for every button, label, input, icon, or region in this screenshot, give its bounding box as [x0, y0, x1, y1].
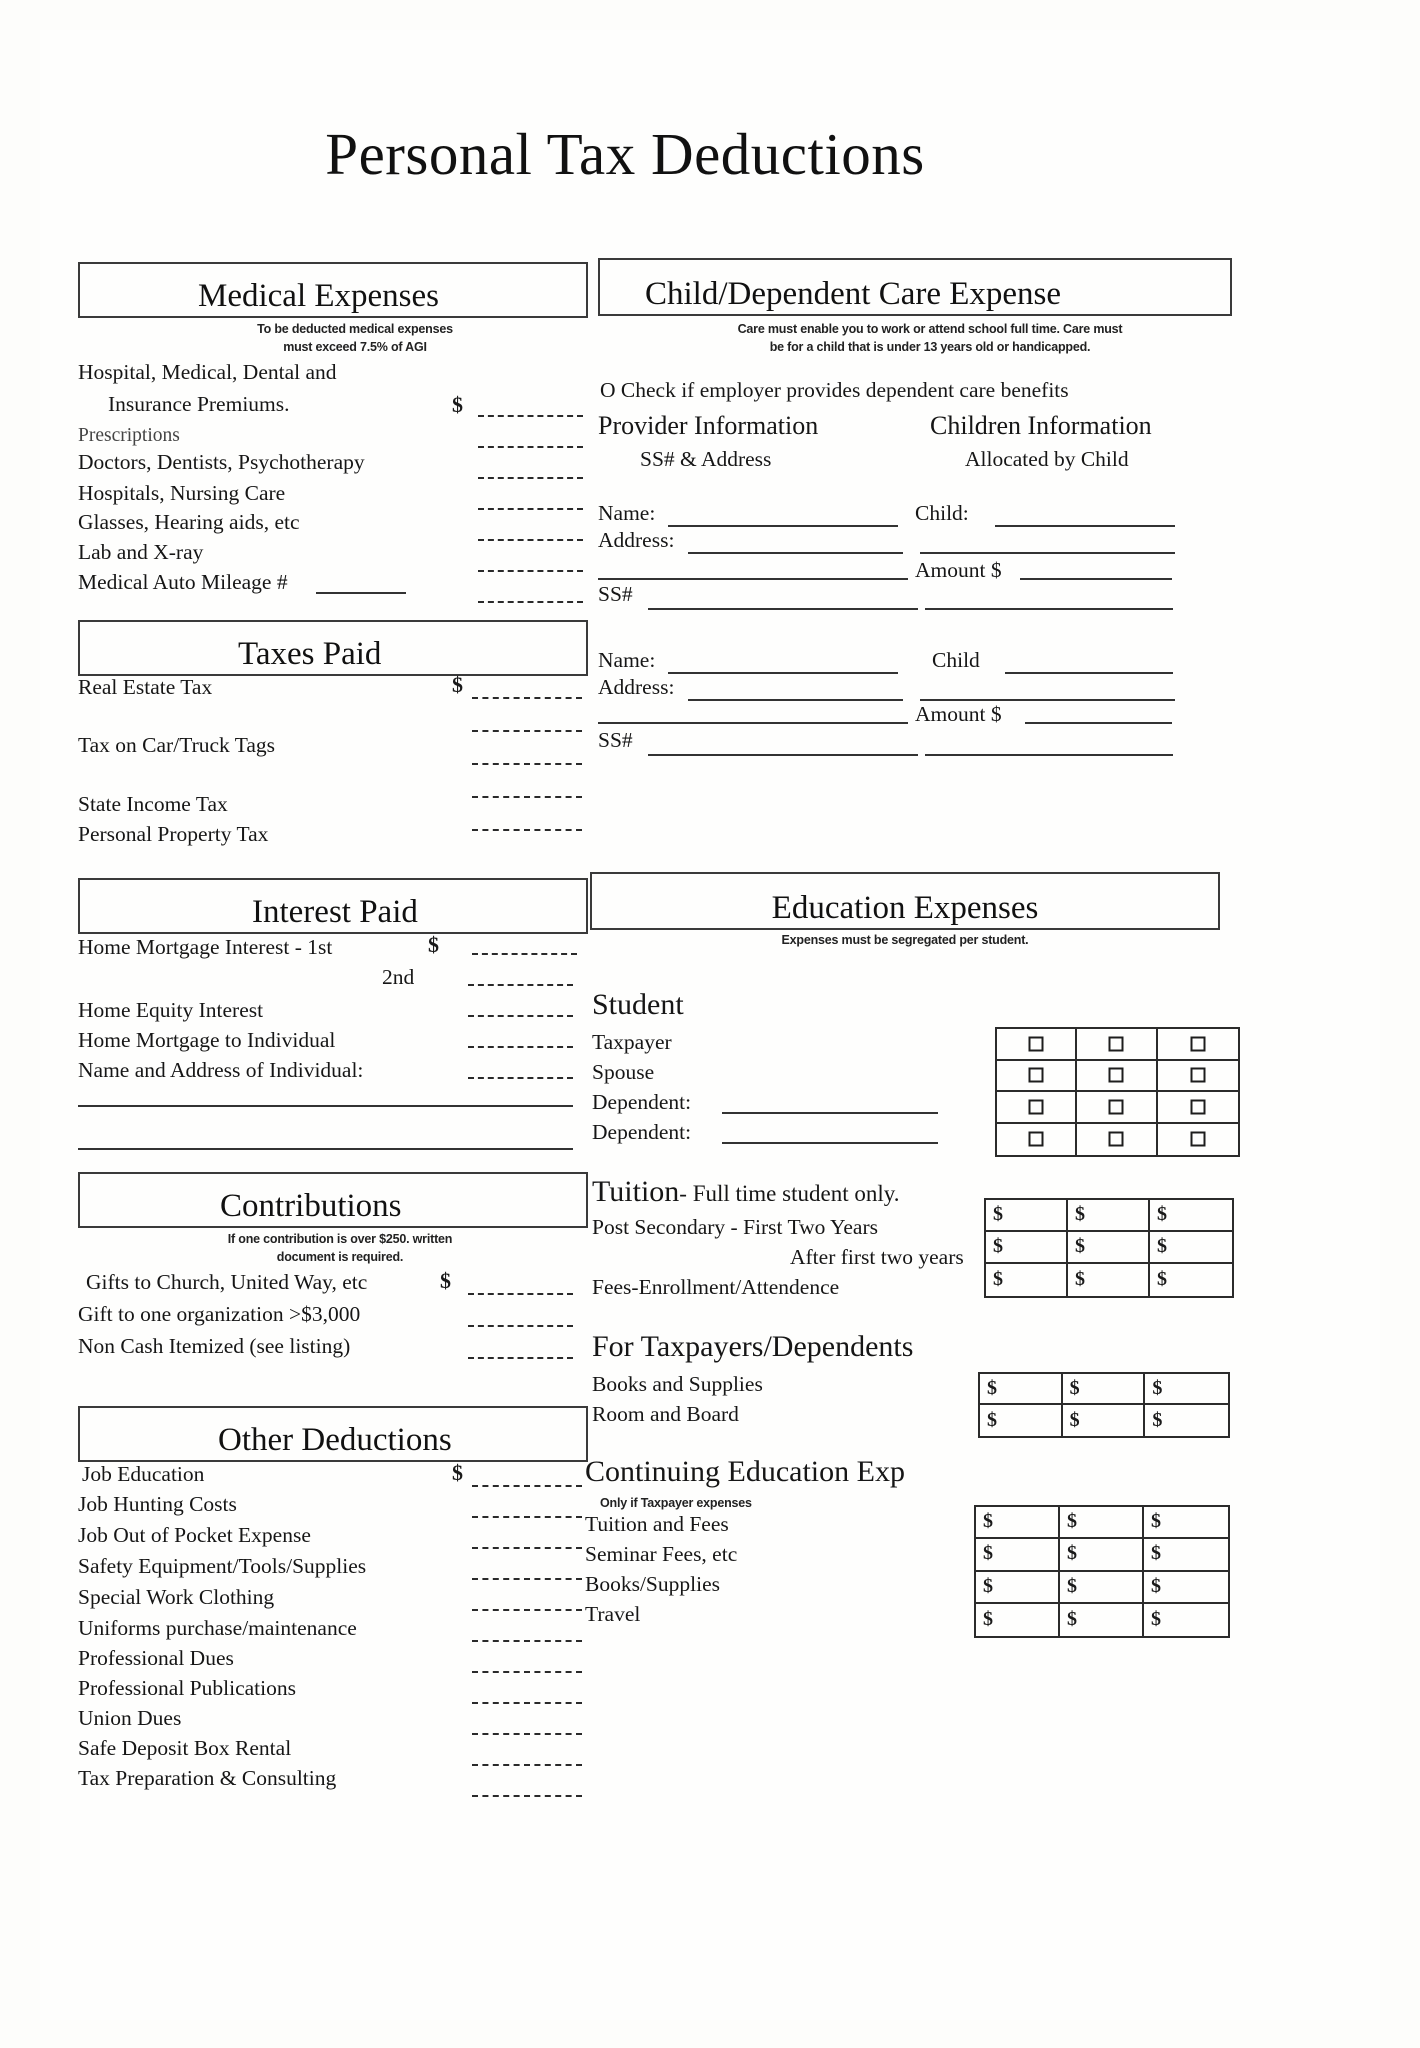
other-deductions-item-2: Job Out of Pocket Expense	[78, 1523, 311, 1547]
child-care-entry-0-name-field[interactable]	[668, 525, 898, 527]
interest-paid-amount-blank-2[interactable]	[468, 1012, 573, 1017]
child-care-entry-1-ss-label: SS#	[598, 728, 633, 752]
interest-paid-amount-blank-1[interactable]	[468, 981, 573, 986]
cash-symbol: $	[993, 1203, 1003, 1226]
child-care-entry-0-address-field-2[interactable]	[598, 578, 908, 580]
medical-item-3: Doctors, Dentists, Psychotherapy	[78, 450, 365, 474]
cash-symbol: $	[1152, 1408, 1163, 1431]
medical-item-7: Medical Auto Mileage #	[78, 570, 288, 594]
education-fineprint: Expenses must be segregated per student.	[781, 933, 1029, 947]
child-care-entry-0-ss-label: SS#	[598, 582, 633, 606]
taxes-paid-item-1: Tax on Car/Truck Tags	[78, 733, 276, 757]
child-care-employer-check-option[interactable]: O Check if employer provides dependent care benefits	[600, 378, 1069, 402]
medical-amount-blank-1[interactable]	[478, 443, 583, 448]
other-deductions-amount-blank-0[interactable]	[472, 1482, 582, 1487]
other-deductions-item-10: Tax Preparation & Consulting	[78, 1766, 337, 1790]
medical-amount-blank-4[interactable]	[478, 536, 583, 541]
education-tuition-heading-row	[592, 1175, 899, 1209]
contributions-fineprint-line1: If one contribution is over $250. written	[227, 1232, 453, 1246]
amount-cell[interactable]	[1060, 1604, 1144, 1636]
checkbox-cell[interactable]	[997, 1061, 1077, 1093]
contributions-item-2: Non Cash Itemized (see listing)	[78, 1334, 351, 1358]
child-care-entry-1-child-field[interactable]	[1005, 672, 1173, 674]
education-taxpayer-dep-row-1: Room and Board	[592, 1402, 739, 1426]
amount-cell[interactable]	[1068, 1232, 1150, 1264]
checkbox-cell[interactable]	[1077, 1124, 1157, 1156]
interest-paid-heading: Interest Paid	[252, 894, 418, 930]
checkbox-icon[interactable]	[1190, 1068, 1205, 1083]
contributions-item-0: Gifts to Church, United Way, etc	[86, 1270, 368, 1294]
education-taxpayer-dependents-amount-grid[interactable]	[978, 1372, 1230, 1438]
contributions-amount-blank-2[interactable]	[468, 1354, 573, 1359]
education-continuing-heading: Continuing Education Exp	[585, 1455, 905, 1488]
checkbox-icon[interactable]	[1109, 1068, 1124, 1083]
cash-symbol: $	[1067, 1607, 1077, 1630]
contributions-item-1: Gift to one organization >$3,000	[78, 1302, 361, 1326]
amount-cell[interactable]	[980, 1374, 1063, 1405]
medical-amount-blank-5[interactable]	[478, 567, 583, 572]
cash-symbol: $	[1067, 1574, 1077, 1597]
education-tuition-heading: Tuition	[592, 1175, 680, 1208]
children-information-sub: Allocated by Child	[965, 447, 1129, 471]
children-information-heading: Children Information	[930, 411, 1152, 440]
taxes-paid-amount-blank-0[interactable]	[472, 694, 582, 699]
interest-paid-item-0: Home Mortgage Interest - 1st	[78, 935, 333, 959]
amount-cell[interactable]	[1068, 1264, 1150, 1296]
checkbox-icon[interactable]	[1190, 1099, 1205, 1114]
checkbox-cell[interactable]	[1158, 1029, 1238, 1061]
other-deductions-amount-blank-5[interactable]	[472, 1637, 582, 1642]
interest-paid-amount-blank-4[interactable]	[468, 1074, 573, 1079]
contributions-amount-blank-0[interactable]	[468, 1290, 573, 1295]
amount-cell[interactable]	[1060, 1539, 1144, 1571]
interest-paid-dollar-sign: $	[428, 932, 439, 957]
child-care-entry-0-child-field[interactable]	[995, 525, 1175, 527]
cash-symbol: $	[1151, 1607, 1161, 1630]
amount-cell[interactable]	[976, 1572, 1060, 1604]
section-header-child-dependent-care	[598, 258, 1232, 316]
other-deductions-amount-blank-3[interactable]	[472, 1575, 582, 1580]
child-care-entry-1-amount-label: Amount $	[915, 702, 1002, 726]
education-tuition-row-2: Fees-Enrollment/Attendence	[592, 1275, 840, 1299]
checkbox-cell[interactable]	[997, 1029, 1077, 1061]
amount-cell[interactable]	[1144, 1507, 1228, 1539]
medical-fineprint-line2: must exceed 7.5% of AGI	[283, 340, 427, 354]
medical-item-6: Lab and X-ray	[78, 540, 204, 564]
education-student-row-0: Taxpayer	[592, 1030, 672, 1054]
child-care-entry-1-child-field-2[interactable]	[920, 699, 1175, 701]
provider-information-heading: Provider Information	[598, 411, 819, 440]
interest-paid-item-3: Home Mortgage to Individual	[78, 1028, 336, 1052]
page-title: Personal Tax Deductions	[325, 121, 925, 187]
section-header-taxes-paid	[78, 620, 588, 676]
contributions-dollar-sign: $	[440, 1268, 451, 1293]
medical-dollar-sign: $	[452, 392, 463, 417]
cash-symbol: $	[993, 1235, 1003, 1258]
child-care-entry-0-child-field-2[interactable]	[920, 552, 1175, 554]
education-student-dependent-field-1[interactable]	[722, 1142, 938, 1144]
checkbox-icon[interactable]	[1029, 1036, 1044, 1051]
checkbox-icon[interactable]	[1109, 1132, 1124, 1147]
child-care-entry-0-name-label: Name:	[598, 501, 656, 525]
other-deductions-item-0: Job Education	[82, 1462, 205, 1486]
checkbox-icon[interactable]	[1190, 1132, 1205, 1147]
amount-cell[interactable]	[1145, 1405, 1228, 1436]
taxes-paid-amount-blank-3[interactable]	[472, 793, 582, 798]
education-student-row-3: Dependent:	[592, 1120, 692, 1144]
education-continuing-row-0: Tuition and Fees	[585, 1512, 729, 1536]
education-student-row-1: Spouse	[592, 1060, 655, 1084]
other-deductions-amount-blank-4[interactable]	[472, 1606, 582, 1611]
cash-symbol: $	[993, 1268, 1003, 1291]
amount-cell[interactable]	[1145, 1374, 1228, 1405]
interest-paid-amount-blank-0[interactable]	[472, 950, 577, 955]
other-deductions-item-7: Professional Publications	[78, 1676, 296, 1700]
cash-symbol: $	[1075, 1235, 1085, 1258]
education-expenses-heading: Education Expenses	[771, 890, 1039, 926]
cash-symbol: $	[1157, 1203, 1167, 1226]
child-care-entry-1-child-label: Child	[932, 648, 980, 672]
other-deductions-item-1: Job Hunting Costs	[78, 1492, 237, 1516]
cash-symbol: $	[1157, 1268, 1167, 1291]
cash-symbol: $	[983, 1607, 993, 1630]
section-header-education-expenses	[590, 872, 1220, 930]
child-care-entry-1-address-field-2[interactable]	[598, 722, 908, 724]
contributions-heading: Contributions	[220, 1188, 402, 1224]
medical-item-0: Hospital, Medical, Dental and	[78, 360, 337, 384]
amount-cell[interactable]	[1150, 1232, 1232, 1264]
education-tuition-row-0: Post Secondary - First Two Years	[592, 1215, 878, 1239]
other-deductions-amount-blank-7[interactable]	[472, 1699, 582, 1704]
medical-mileage-blank[interactable]	[316, 592, 406, 594]
interest-paid-item-2: Home Equity Interest	[78, 998, 264, 1022]
child-care-entry-0-ss-field-2[interactable]	[925, 608, 1173, 610]
taxes-paid-amount-blank-1[interactable]	[472, 727, 582, 732]
taxes-paid-item-3: Personal Property Tax	[78, 822, 269, 846]
cash-symbol: $	[1067, 1542, 1077, 1565]
cash-symbol: $	[987, 1376, 997, 1399]
cash-symbol: $	[1069, 1376, 1080, 1399]
other-deductions-item-9: Safe Deposit Box Rental	[78, 1736, 292, 1760]
amount-cell[interactable]	[1150, 1200, 1232, 1232]
amount-cell[interactable]	[1144, 1539, 1228, 1571]
checkbox-cell[interactable]	[997, 1124, 1077, 1156]
education-continuing-fineprint: Only if Taxpayer expenses	[600, 1496, 752, 1510]
checkbox-cell[interactable]	[1158, 1124, 1238, 1156]
cash-symbol: $	[983, 1510, 993, 1533]
child-care-entry-0-address-label: Address:	[598, 528, 675, 552]
contributions-amount-blank-1[interactable]	[468, 1322, 573, 1327]
medical-amount-blank-6[interactable]	[478, 598, 583, 603]
checkbox-icon[interactable]	[1109, 1099, 1124, 1114]
child-care-heading: Child/Dependent Care Expense	[645, 276, 1062, 312]
taxes-paid-amount-blank-2[interactable]	[472, 760, 582, 765]
child-care-entry-0-amount-label: Amount $	[915, 558, 1002, 582]
child-care-entry-0-child-label: Child:	[915, 501, 969, 525]
interest-paid-item-1: 2nd	[382, 965, 415, 989]
cash-symbol: $	[1067, 1510, 1077, 1533]
education-student-dependent-field-0[interactable]	[722, 1112, 938, 1114]
checkbox-cell[interactable]	[1158, 1061, 1238, 1093]
child-care-entry-0-address-field[interactable]	[688, 552, 903, 554]
other-deductions-item-5: Uniforms purchase/maintenance	[78, 1616, 357, 1640]
taxes-paid-amount-blank-4[interactable]	[472, 826, 582, 831]
cash-symbol: $	[1075, 1268, 1085, 1291]
other-deductions-amount-blank-8[interactable]	[472, 1730, 582, 1735]
cash-symbol: $	[1151, 1542, 1161, 1565]
medical-item-4: Hospitals, Nursing Care	[78, 481, 286, 505]
taxes-paid-dollar-sign: $	[452, 672, 463, 697]
other-deductions-dollar-sign: $	[452, 1460, 463, 1485]
child-care-entry-1-amount-field[interactable]	[1025, 722, 1172, 724]
cash-symbol: $	[1152, 1376, 1163, 1399]
amount-cell[interactable]	[1063, 1374, 1146, 1405]
taxes-paid-heading: Taxes Paid	[238, 636, 382, 672]
education-continuing-row-3: Travel	[585, 1602, 641, 1626]
interest-individual-address-line-1[interactable]	[78, 1105, 573, 1107]
amount-cell[interactable]	[976, 1507, 1060, 1539]
other-deductions-item-4: Special Work Clothing	[78, 1585, 275, 1609]
amount-cell[interactable]	[986, 1264, 1068, 1296]
amount-cell[interactable]	[976, 1539, 1060, 1571]
amount-cell[interactable]	[986, 1232, 1068, 1264]
checkbox-icon[interactable]	[1029, 1132, 1044, 1147]
cash-symbol: $	[987, 1408, 997, 1431]
taxes-paid-item-0: Real Estate Tax	[78, 675, 213, 699]
child-care-fineprint-line1: Care must enable you to work or attend school full time. Care must	[737, 322, 1123, 336]
checkbox-cell[interactable]	[1077, 1061, 1157, 1093]
child-care-entry-1-address-field[interactable]	[688, 699, 903, 701]
education-tuition-heading-tail: - Full time student only.	[679, 1181, 900, 1206]
education-student-checkbox-grid[interactable]	[995, 1027, 1240, 1157]
cash-symbol: $	[1151, 1510, 1161, 1533]
contributions-fineprint-line2: document is required.	[276, 1250, 404, 1264]
interest-paid-item-4: Name and Address of Individual:	[78, 1058, 364, 1082]
cash-symbol: $	[1151, 1574, 1161, 1597]
education-taxpayer-dependents-heading: For Taxpayers/Dependents	[592, 1330, 914, 1363]
other-deductions-item-3: Safety Equipment/Tools/Supplies	[78, 1554, 367, 1578]
education-continuing-amount-grid[interactable]	[974, 1505, 1230, 1638]
cash-symbol: $	[983, 1574, 993, 1597]
checkbox-icon[interactable]	[1109, 1036, 1124, 1051]
education-continuing-row-1: Seminar Fees, etc	[585, 1542, 738, 1566]
medical-item-1: Insurance Premiums.	[108, 392, 290, 416]
checkbox-icon[interactable]	[1029, 1099, 1044, 1114]
medical-item-5: Glasses, Hearing aids, etc	[78, 510, 300, 534]
provider-information-sub: SS# & Address	[640, 447, 772, 471]
other-deductions-item-8: Union Dues	[78, 1706, 182, 1730]
child-care-entry-1-name-label: Name:	[598, 648, 656, 672]
cash-symbol: $	[1075, 1203, 1085, 1226]
interest-individual-address-line-2[interactable]	[78, 1148, 573, 1150]
child-care-entry-1-address-label: Address:	[598, 675, 675, 699]
taxes-paid-item-2: State Income Tax	[78, 792, 228, 816]
child-care-entry-1-ss-field[interactable]	[648, 754, 918, 756]
medical-amount-blank-0[interactable]	[478, 412, 583, 417]
child-care-fineprint-line2: be for a child that is under 13 years old or handicapped.	[769, 340, 1091, 354]
checkbox-icon[interactable]	[1190, 1036, 1205, 1051]
cash-symbol: $	[1157, 1235, 1167, 1258]
education-tuition-amount-grid[interactable]	[984, 1198, 1234, 1298]
education-taxpayer-dep-row-0: Books and Supplies	[592, 1372, 763, 1396]
medical-expenses-heading: Medical Expenses	[198, 278, 440, 314]
other-deductions-amount-blank-9[interactable]	[472, 1761, 582, 1766]
amount-cell[interactable]	[1144, 1604, 1228, 1636]
education-continuing-row-2: Books/Supplies	[585, 1572, 720, 1596]
section-header-medical-expenses	[78, 262, 588, 318]
other-deductions-amount-blank-6[interactable]	[472, 1668, 582, 1673]
amount-cell[interactable]	[986, 1200, 1068, 1232]
child-care-entry-0-ss-field[interactable]	[648, 608, 918, 610]
other-deductions-amount-blank-10[interactable]	[472, 1792, 582, 1797]
education-student-row-2: Dependent:	[592, 1090, 692, 1114]
cash-symbol: $	[983, 1542, 993, 1565]
section-header-contributions	[78, 1172, 588, 1228]
amount-cell[interactable]	[1144, 1572, 1228, 1604]
medical-amount-blank-2[interactable]	[478, 474, 583, 479]
other-deductions-heading: Other Deductions	[218, 1422, 452, 1458]
education-student-heading: Student	[592, 988, 684, 1021]
checkbox-cell[interactable]	[1077, 1029, 1157, 1061]
section-header-interest-paid	[78, 878, 588, 934]
amount-cell[interactable]	[1060, 1507, 1144, 1539]
amount-cell[interactable]	[976, 1604, 1060, 1636]
child-care-entry-1-name-field[interactable]	[668, 672, 898, 674]
education-tuition-row-1: After first two years	[790, 1245, 964, 1269]
amount-cell[interactable]	[1063, 1405, 1146, 1436]
amount-cell[interactable]	[1068, 1200, 1150, 1232]
checkbox-cell[interactable]	[997, 1092, 1077, 1124]
other-deductions-amount-blank-1[interactable]	[472, 1513, 582, 1518]
checkbox-icon[interactable]	[1029, 1068, 1044, 1083]
child-care-entry-0-amount-field[interactable]	[1020, 578, 1172, 580]
checkbox-cell[interactable]	[1158, 1092, 1238, 1124]
child-care-entry-1-ss-field-2[interactable]	[925, 754, 1173, 756]
medical-fineprint-line1: To be deducted medical expenses	[257, 322, 453, 336]
interest-paid-amount-blank-3[interactable]	[468, 1043, 573, 1048]
medical-amount-blank-3[interactable]	[478, 505, 583, 510]
amount-cell[interactable]	[1150, 1264, 1232, 1296]
other-deductions-item-6: Professional Dues	[78, 1646, 234, 1670]
cash-symbol: $	[1069, 1408, 1080, 1431]
checkbox-cell[interactable]	[1077, 1092, 1157, 1124]
amount-cell[interactable]	[980, 1405, 1063, 1436]
amount-cell[interactable]	[1060, 1572, 1144, 1604]
other-deductions-amount-blank-2[interactable]	[472, 1544, 582, 1549]
section-header-other-deductions	[78, 1406, 588, 1462]
medical-item-2: Prescriptions	[78, 425, 180, 446]
